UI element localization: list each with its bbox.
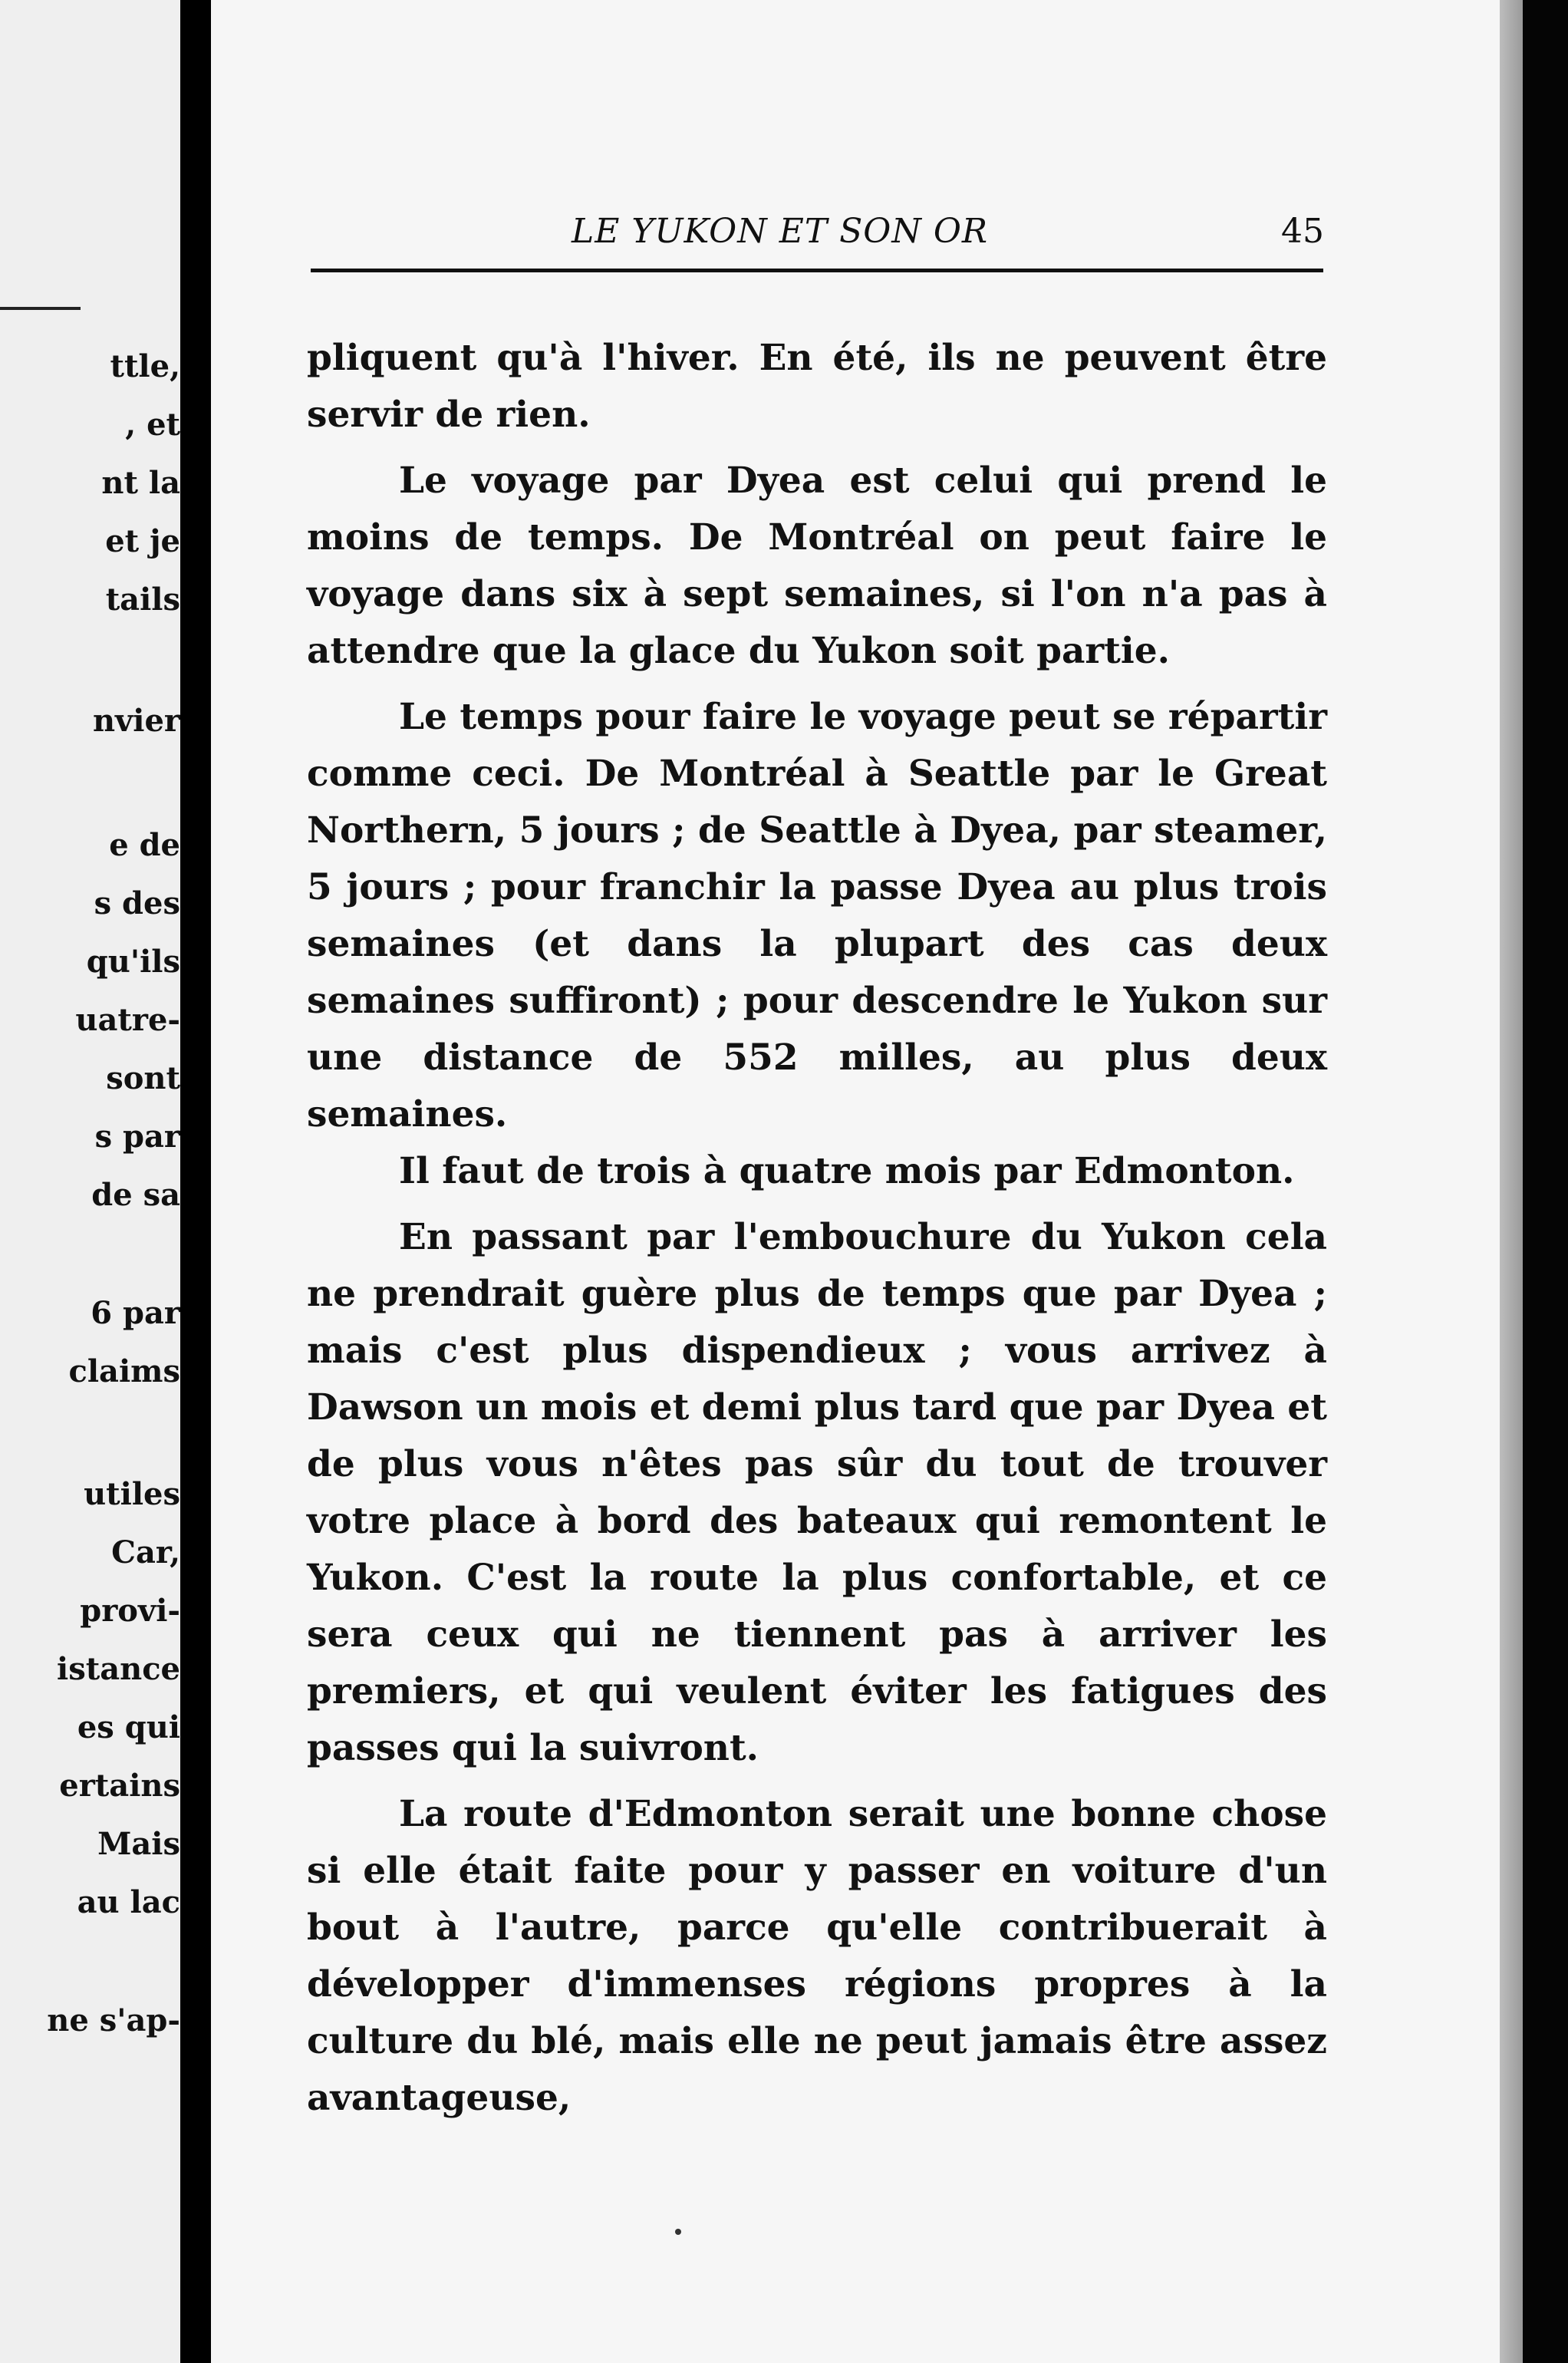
previous-page-line: e de [109,827,180,863]
previous-page-line: istance [57,1651,180,1687]
paragraph: La route d'Edmonton serait une bonne chose si elle était faite pour y passer en voiture d'un bout à l'autre, parce qu'elle contribuerait à développer d'immenses régions propres à la culture du blé, mais elle ne peut jamais être assez avantageuse, [307,1793,1327,2119]
previous-page-line: claims [68,1353,180,1389]
page-edge [1500,0,1523,2363]
previous-page-line: provi- [80,1593,180,1629]
running-head: LE YUKON ET SON OR [572,212,989,251]
paragraph: Le temps pour faire le voyage peut se répartir comme ceci. De Montréal à Seattle par le Great Northern, 5 jours ; de Seattle à Dyea, par steamer, 5 jours ; pour franchir la passe Dyea au plus trois semaines (et dans la plupart des cas deux semaines suffiront) ; pour descendre le Yukon sur une distance de 552 milles, au plus deux semaines. [307,696,1327,1135]
previous-page-line: tails [105,582,180,618]
previous-page-line: Car, [111,1534,180,1570]
previous-page-line: de sa [91,1177,180,1213]
previous-page-line: 6 par [91,1295,180,1331]
previous-page-line: et je [105,523,180,559]
previous-page-line: ttle, [110,348,180,384]
book-gutter [180,0,211,2363]
previous-page-line: s des [94,885,180,921]
previous-page-line: nvier [92,703,180,739]
paragraph: pliquent qu'à l'hiver. En été, ils ne peuvent être servir de rien. [307,337,1327,436]
previous-page-line: nt la [101,465,180,501]
paragraph: Il faut de trois à quatre mois par Edmonton. [399,1150,1295,1192]
print-speck [675,2229,681,2235]
previous-page-line: utiles [84,1476,180,1512]
previous-page-line: Mais [97,1826,180,1862]
previous-page-line: sont [106,1060,180,1096]
header-rule [311,269,1323,272]
background-edge [1523,0,1568,2363]
paragraph: Le voyage par Dyea est celui qui prend le moins de temps. De Montréal on peut faire le voyage dans six à sept semaines, si l'on n'a pas à attendre que la glace du Yukon soit partie. [307,460,1327,672]
previous-page-line: s par [94,1119,180,1155]
previous-page-line: qu'ils [86,944,180,980]
previous-page-line: es qui [77,1709,180,1745]
previous-page-line: uatre- [75,1002,180,1038]
paragraph: En passant par l'embouchure du Yukon cela ne prendrait guère plus de temps que par Dyea ; mais c'est plus dispendieux ; vous arrivez à Dawson un mois et demi plus tard que par Dyea et de plus vous n'êtes pas sûr du tout de trouver votre place à bord des bateaux qui remontent le Yukon. C'est la route la plus confortable, et ce sera ceux qui ne tiennent pas à arriver les premiers, et qui veulent éviter les fatigues des passes qui la suivront. [307,1216,1327,1769]
previous-page-fragment [0,0,180,2363]
page-body [307,330,1327,2127]
previous-page-line: ertains [59,1768,180,1804]
page-number: 45 [1281,212,1324,251]
previous-page-line: ne s'ap- [47,2002,180,2038]
previous-page-line: , et [125,407,180,443]
previous-page-line: au lac [77,1884,180,1920]
previous-page-rule [0,307,81,310]
